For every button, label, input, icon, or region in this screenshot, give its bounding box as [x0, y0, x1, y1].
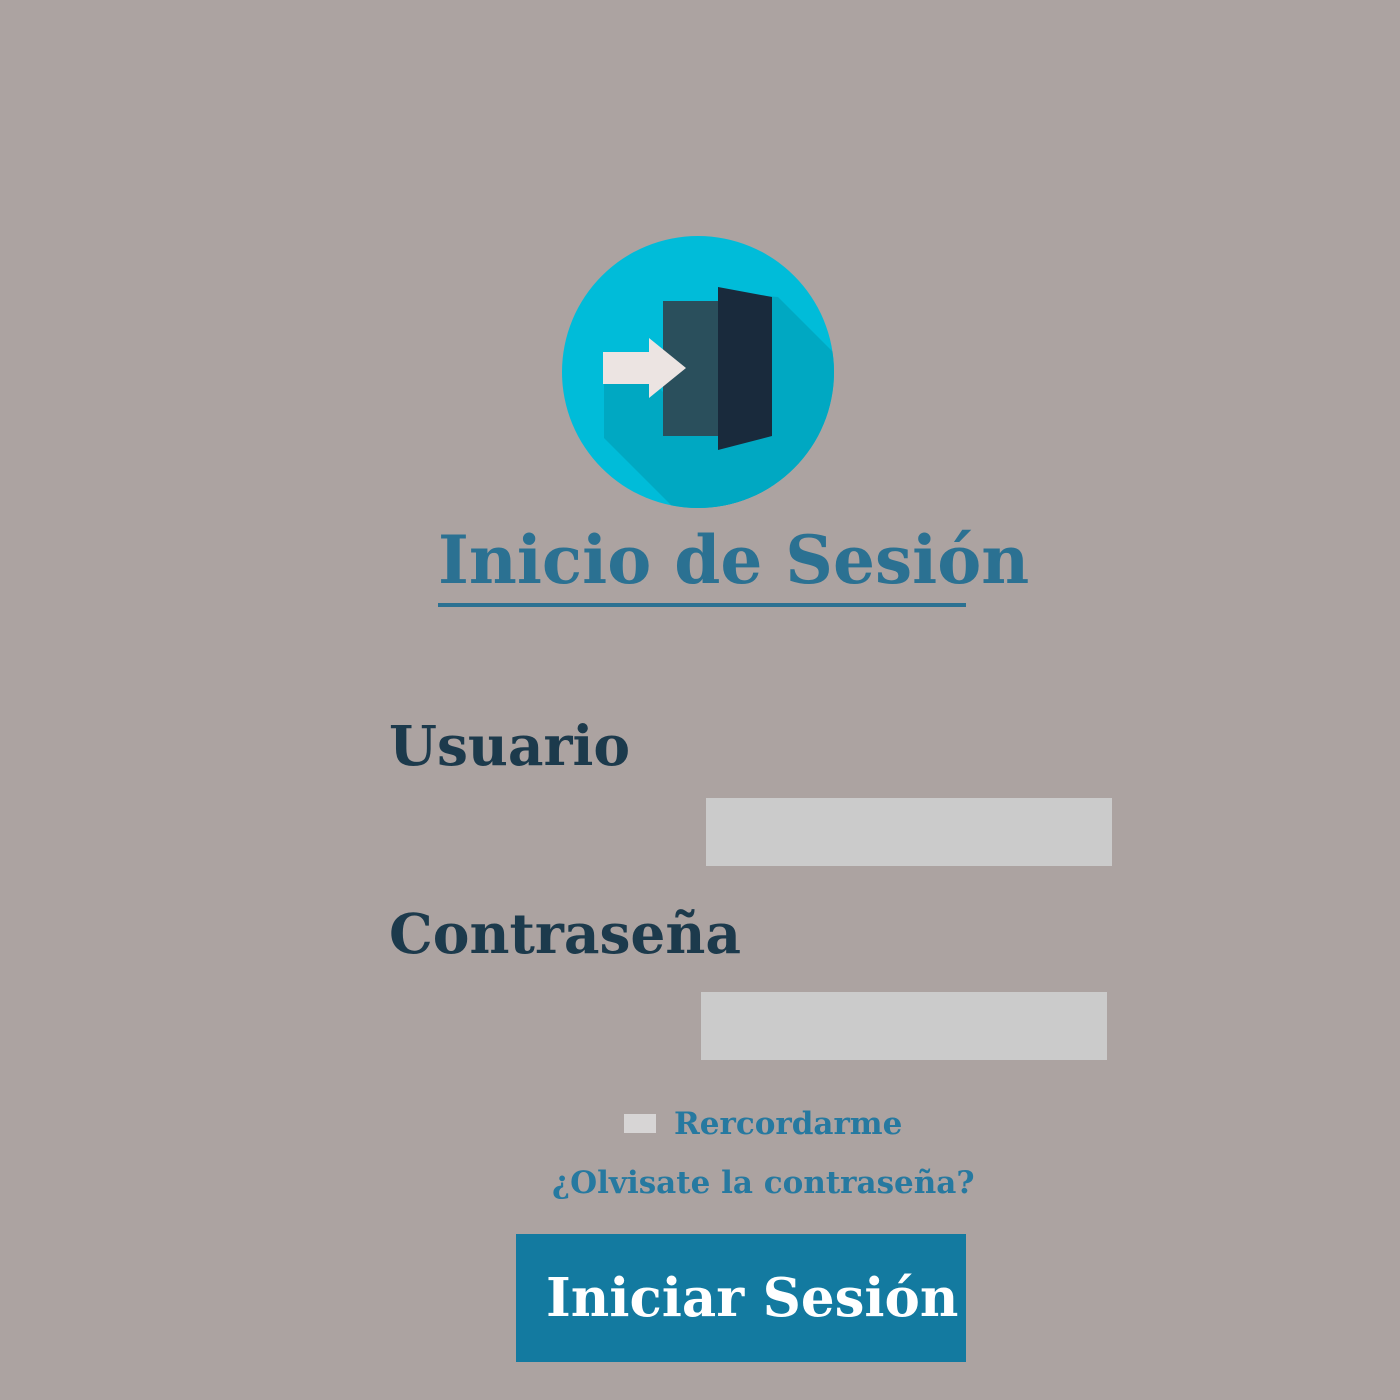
forgot-password-link[interactable]: ¿Olvisate la contraseña? — [552, 1165, 975, 1201]
username-label: Usuario — [389, 713, 631, 778]
login-button[interactable]: Iniciar Sesión — [516, 1234, 966, 1362]
remember-me-checkbox[interactable] — [624, 1114, 656, 1133]
login-door-icon — [559, 233, 837, 511]
remember-me-label[interactable]: Rercordarme — [674, 1106, 903, 1142]
username-input[interactable] — [706, 798, 1112, 866]
password-label: Contraseña — [389, 901, 742, 966]
password-input[interactable] — [701, 992, 1107, 1060]
page-title: Inicio de Sesión — [438, 517, 966, 607]
